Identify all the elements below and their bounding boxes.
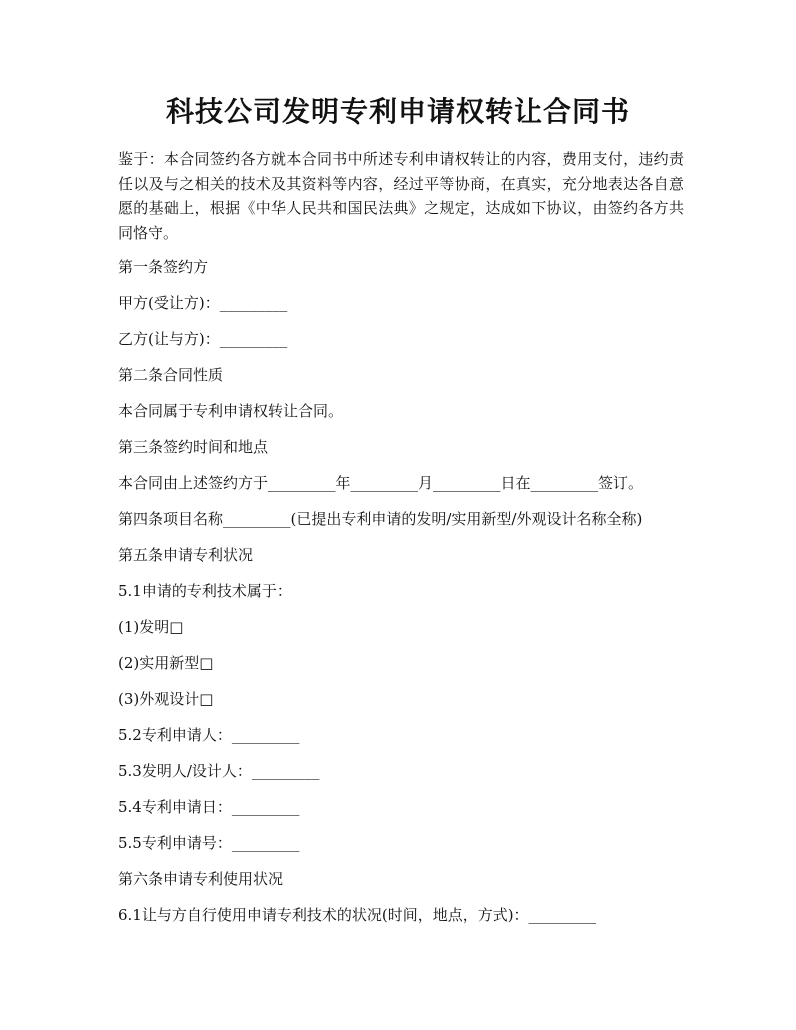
inventor-designer-line: 5.3发明人/设计人：_________ [118,762,320,780]
article-2-heading: 第二条合同性质 [118,366,224,384]
application-number-line: 5.5专利申请号：_________ [118,834,300,852]
option-design: (3)外观设计□ [118,690,214,708]
article-5-heading: 第五条申请专利状况 [118,546,254,564]
party-b-line: 乙方(让与方)：_________ [118,330,288,348]
contract-nature-text: 本合同属于专利申请权转让合同。 [118,402,344,420]
option-utility-model: (2)实用新型□ [118,654,214,672]
article-1-heading: 第一条签约方 [118,258,209,276]
article-3-heading: 第三条签约时间和地点 [118,438,269,456]
patent-applicant-line: 5.2专利申请人：_________ [118,726,300,744]
party-a-line: 甲方(受让方)：_________ [118,294,288,312]
application-date-line: 5.4专利申请日：_________ [118,798,300,816]
document-title: 科技公司发明专利申请权转让合同书 [165,95,630,128]
article-4-project-name-line: 第四条项目名称_________(已提出专利申请的发明/实用新型/外观设计名称全称) [118,510,643,528]
self-use-status-line: 6.1让与方自行使用申请专利技术的状况(时间，地点，方式)：_________ [118,906,597,924]
option-invention: (1)发明□ [118,618,184,636]
article-6-heading: 第六条申请专利使用状况 [118,870,284,888]
intro-paragraph: 鉴于：本合同签约各方就本合同书中所述专利申请权转让的内容，费用支付，违约责任以及与之相关的技术及其资料等内容，经过平等协商，在真实，充分地表达各自意愿的基础上，根据《中华人民共和国民法典》之规定，达成如下协议，由签约各方共同恪守。 [118,150,684,242]
patent-type-label: 5.1申请的专利技术属于： [118,582,292,600]
signing-date-line: 本合同由上述签约方于_________年_________月_________日在_________签订。 [118,474,644,492]
